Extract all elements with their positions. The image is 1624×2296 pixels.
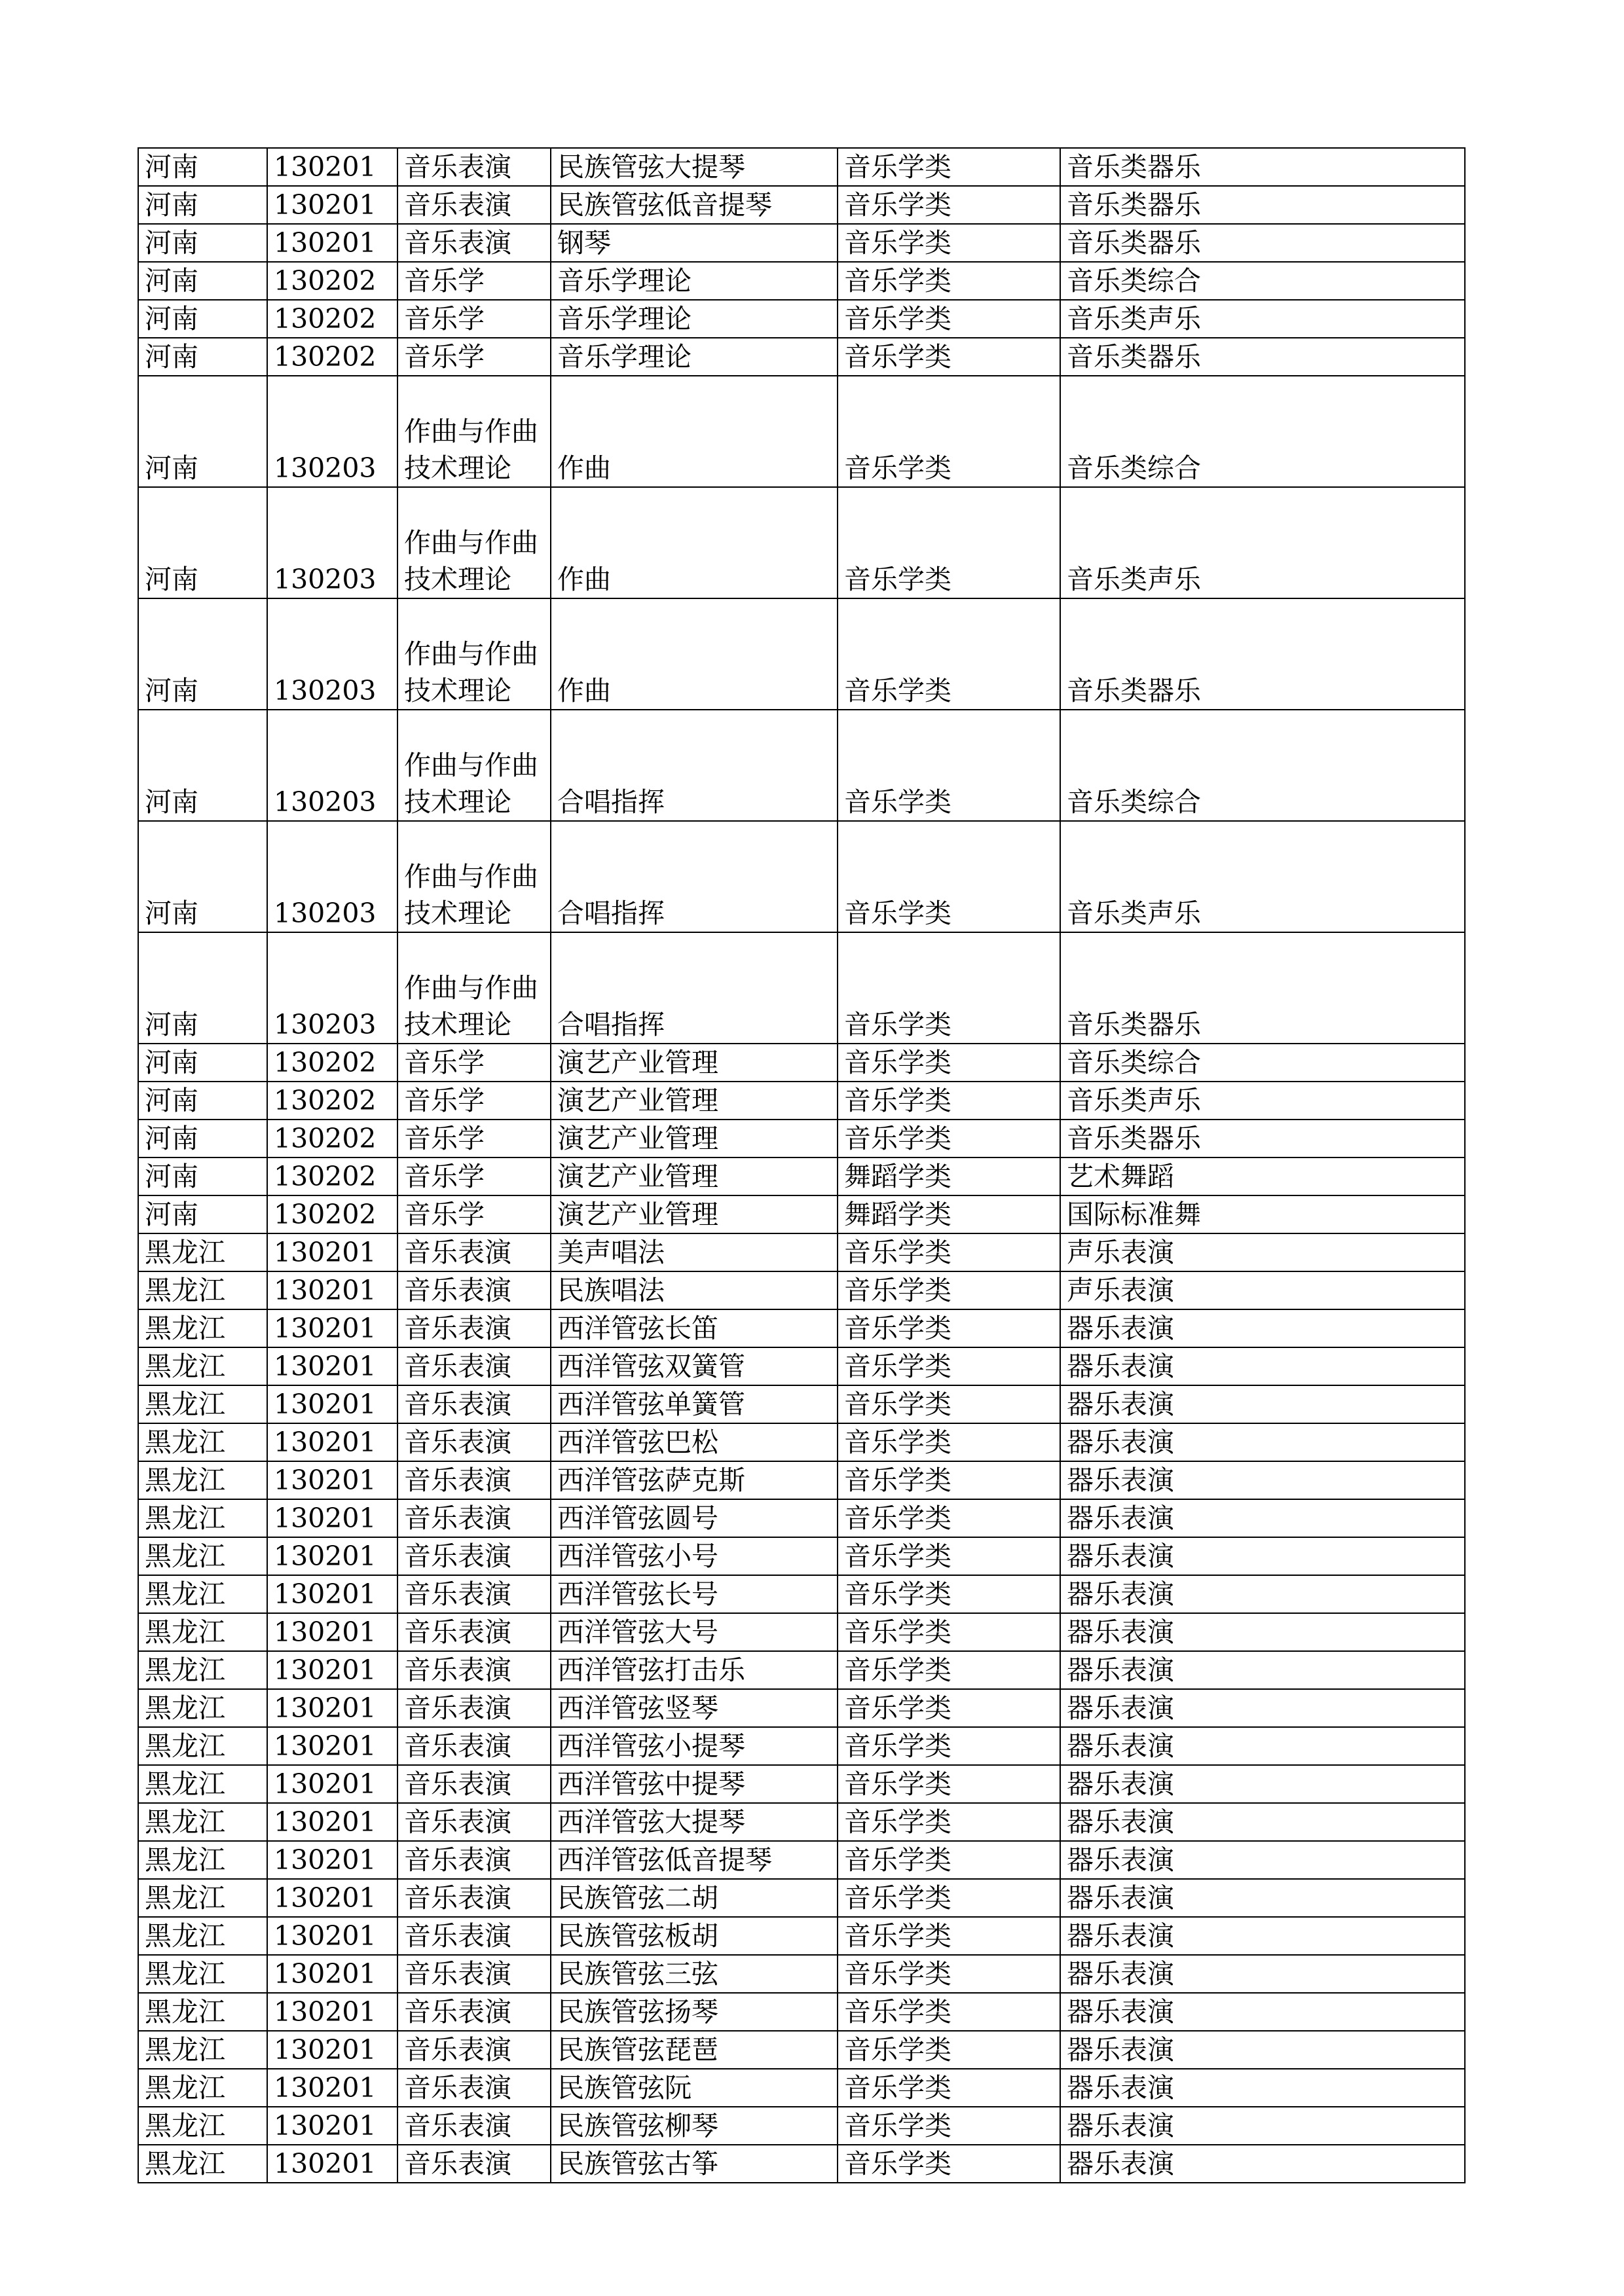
table-row bbox=[138, 1347, 1465, 1385]
category-cell: 音乐学类 bbox=[838, 1233, 1060, 1271]
major-cell: 音乐学 bbox=[397, 1120, 551, 1157]
province-cell: 河南 bbox=[138, 300, 267, 338]
code-cell: 130201 bbox=[267, 1689, 397, 1727]
code-cell: 130203 bbox=[267, 376, 397, 487]
table-row bbox=[138, 1689, 1465, 1727]
province-cell: 黑龙江 bbox=[138, 1993, 267, 2031]
major-cell: 音乐表演 bbox=[397, 148, 551, 186]
direction-cell: 作曲 bbox=[551, 598, 838, 710]
table-row bbox=[138, 1423, 1465, 1461]
direction-cell: 民族管弦大提琴 bbox=[551, 148, 838, 186]
major-cell: 音乐表演 bbox=[397, 1613, 551, 1651]
category-cell: 音乐学类 bbox=[838, 1765, 1060, 1803]
direction-cell: 西洋管弦大号 bbox=[551, 1613, 838, 1651]
table-row bbox=[138, 1841, 1465, 1879]
category-cell: 音乐学类 bbox=[838, 1385, 1060, 1423]
code-cell: 130201 bbox=[267, 1385, 397, 1423]
direction-cell: 合唱指挥 bbox=[551, 932, 838, 1044]
province-cell: 河南 bbox=[138, 1157, 267, 1195]
direction-cell: 钢琴 bbox=[551, 224, 838, 262]
category-cell: 音乐学类 bbox=[838, 1082, 1060, 1120]
major-cell: 音乐表演 bbox=[397, 1841, 551, 1879]
direction-cell: 演艺产业管理 bbox=[551, 1082, 838, 1120]
code-cell: 130201 bbox=[267, 1499, 397, 1537]
category-cell: 音乐学类 bbox=[838, 1347, 1060, 1385]
major-cell: 作曲与作曲技术理论 bbox=[397, 821, 551, 932]
exam-type-cell: 音乐类器乐 bbox=[1060, 148, 1465, 186]
table-row bbox=[138, 2069, 1465, 2107]
category-cell: 音乐学类 bbox=[838, 300, 1060, 338]
major-cell: 音乐学 bbox=[397, 1195, 551, 1233]
category-cell: 音乐学类 bbox=[838, 1841, 1060, 1879]
table-row bbox=[138, 1271, 1465, 1309]
province-cell: 河南 bbox=[138, 487, 267, 598]
code-cell: 130201 bbox=[267, 1993, 397, 2031]
code-cell: 130201 bbox=[267, 1461, 397, 1499]
major-cell: 作曲与作曲技术理论 bbox=[397, 710, 551, 821]
exam-type-cell: 器乐表演 bbox=[1060, 1993, 1465, 2031]
category-cell: 音乐学类 bbox=[838, 1993, 1060, 2031]
province-cell: 河南 bbox=[138, 710, 267, 821]
exam-type-cell: 器乐表演 bbox=[1060, 1803, 1465, 1841]
category-cell: 音乐学类 bbox=[838, 1879, 1060, 1917]
province-cell: 河南 bbox=[138, 1195, 267, 1233]
category-cell: 音乐学类 bbox=[838, 710, 1060, 821]
category-cell: 音乐学类 bbox=[838, 376, 1060, 487]
province-cell: 黑龙江 bbox=[138, 1613, 267, 1651]
province-cell: 河南 bbox=[138, 224, 267, 262]
direction-cell: 民族管弦琵琶 bbox=[551, 2031, 838, 2069]
direction-cell: 民族管弦板胡 bbox=[551, 1917, 838, 1955]
direction-cell: 美声唱法 bbox=[551, 1233, 838, 1271]
table-body bbox=[138, 148, 1465, 2183]
table-row bbox=[138, 710, 1465, 821]
code-cell: 130201 bbox=[267, 1803, 397, 1841]
major-cell: 音乐表演 bbox=[397, 1385, 551, 1423]
exam-type-cell: 器乐表演 bbox=[1060, 1765, 1465, 1803]
code-cell: 130203 bbox=[267, 487, 397, 598]
exam-type-cell: 音乐类器乐 bbox=[1060, 598, 1465, 710]
exam-type-cell: 器乐表演 bbox=[1060, 1689, 1465, 1727]
province-cell: 河南 bbox=[138, 148, 267, 186]
exam-type-cell: 器乐表演 bbox=[1060, 1423, 1465, 1461]
province-cell: 黑龙江 bbox=[138, 1651, 267, 1689]
table-row bbox=[138, 598, 1465, 710]
direction-cell: 音乐学理论 bbox=[551, 262, 838, 300]
code-cell: 130203 bbox=[267, 932, 397, 1044]
code-cell: 130201 bbox=[267, 2145, 397, 2183]
category-cell: 音乐学类 bbox=[838, 2031, 1060, 2069]
category-cell: 音乐学类 bbox=[838, 1803, 1060, 1841]
province-cell: 黑龙江 bbox=[138, 1347, 267, 1385]
code-cell: 130201 bbox=[267, 1575, 397, 1613]
exam-type-cell: 国际标准舞 bbox=[1060, 1195, 1465, 1233]
direction-cell: 西洋管弦低音提琴 bbox=[551, 1841, 838, 1879]
direction-cell: 西洋管弦小提琴 bbox=[551, 1727, 838, 1765]
table-row bbox=[138, 2107, 1465, 2145]
province-cell: 黑龙江 bbox=[138, 1689, 267, 1727]
major-cell: 音乐表演 bbox=[397, 2107, 551, 2145]
code-cell: 130202 bbox=[267, 1082, 397, 1120]
province-cell: 黑龙江 bbox=[138, 2031, 267, 2069]
direction-cell: 民族管弦阮 bbox=[551, 2069, 838, 2107]
code-cell: 130201 bbox=[267, 2031, 397, 2069]
province-cell: 河南 bbox=[138, 1082, 267, 1120]
major-cell: 作曲与作曲技术理论 bbox=[397, 932, 551, 1044]
major-cell: 音乐学 bbox=[397, 300, 551, 338]
code-cell: 130202 bbox=[267, 1157, 397, 1195]
code-cell: 130203 bbox=[267, 821, 397, 932]
table-row bbox=[138, 1765, 1465, 1803]
major-cell: 音乐表演 bbox=[397, 1727, 551, 1765]
exam-type-cell: 器乐表演 bbox=[1060, 1385, 1465, 1423]
table-row bbox=[138, 148, 1465, 186]
exam-type-cell: 器乐表演 bbox=[1060, 1461, 1465, 1499]
direction-cell: 西洋管弦圆号 bbox=[551, 1499, 838, 1537]
table-row bbox=[138, 1803, 1465, 1841]
table-row bbox=[138, 376, 1465, 487]
major-cell: 音乐表演 bbox=[397, 2069, 551, 2107]
exam-type-cell: 音乐类器乐 bbox=[1060, 1120, 1465, 1157]
exam-type-cell: 器乐表演 bbox=[1060, 2069, 1465, 2107]
table-row bbox=[138, 1385, 1465, 1423]
table-row bbox=[138, 932, 1465, 1044]
table-row bbox=[138, 1727, 1465, 1765]
table-row bbox=[138, 262, 1465, 300]
province-cell: 黑龙江 bbox=[138, 1461, 267, 1499]
code-cell: 130201 bbox=[267, 1271, 397, 1309]
category-cell: 音乐学类 bbox=[838, 1613, 1060, 1651]
exam-type-cell: 音乐类综合 bbox=[1060, 262, 1465, 300]
province-cell: 河南 bbox=[138, 1044, 267, 1082]
data-table bbox=[138, 147, 1466, 2183]
table-row bbox=[138, 1917, 1465, 1955]
table-row bbox=[138, 1575, 1465, 1613]
province-cell: 黑龙江 bbox=[138, 1727, 267, 1765]
code-cell: 130202 bbox=[267, 262, 397, 300]
code-cell: 130201 bbox=[267, 1765, 397, 1803]
table-row bbox=[138, 300, 1465, 338]
table-row bbox=[138, 1195, 1465, 1233]
code-cell: 130202 bbox=[267, 1120, 397, 1157]
code-cell: 130201 bbox=[267, 1423, 397, 1461]
major-cell: 音乐学 bbox=[397, 262, 551, 300]
exam-type-cell: 音乐类器乐 bbox=[1060, 186, 1465, 224]
province-cell: 河南 bbox=[138, 338, 267, 376]
major-cell: 音乐学 bbox=[397, 1082, 551, 1120]
code-cell: 130201 bbox=[267, 148, 397, 186]
province-cell: 黑龙江 bbox=[138, 1879, 267, 1917]
direction-cell: 西洋管弦大提琴 bbox=[551, 1803, 838, 1841]
direction-cell: 西洋管弦萨克斯 bbox=[551, 1461, 838, 1499]
code-cell: 130201 bbox=[267, 1841, 397, 1879]
direction-cell: 西洋管弦竖琴 bbox=[551, 1689, 838, 1727]
category-cell: 音乐学类 bbox=[838, 1727, 1060, 1765]
category-cell: 音乐学类 bbox=[838, 1575, 1060, 1613]
table-row bbox=[138, 1309, 1465, 1347]
category-cell: 音乐学类 bbox=[838, 1689, 1060, 1727]
province-cell: 河南 bbox=[138, 1120, 267, 1157]
exam-type-cell: 器乐表演 bbox=[1060, 1917, 1465, 1955]
province-cell: 河南 bbox=[138, 186, 267, 224]
exam-type-cell: 音乐类声乐 bbox=[1060, 821, 1465, 932]
major-cell: 音乐表演 bbox=[397, 1309, 551, 1347]
exam-type-cell: 声乐表演 bbox=[1060, 1271, 1465, 1309]
exam-type-cell: 器乐表演 bbox=[1060, 1537, 1465, 1575]
code-cell: 130202 bbox=[267, 300, 397, 338]
exam-type-cell: 声乐表演 bbox=[1060, 1233, 1465, 1271]
major-cell: 音乐表演 bbox=[397, 1803, 551, 1841]
category-cell: 音乐学类 bbox=[838, 1423, 1060, 1461]
direction-cell: 民族管弦二胡 bbox=[551, 1879, 838, 1917]
code-cell: 130202 bbox=[267, 338, 397, 376]
major-cell: 音乐表演 bbox=[397, 1917, 551, 1955]
province-cell: 河南 bbox=[138, 821, 267, 932]
table-row bbox=[138, 186, 1465, 224]
category-cell: 音乐学类 bbox=[838, 1271, 1060, 1309]
direction-cell: 西洋管弦双簧管 bbox=[551, 1347, 838, 1385]
category-cell: 音乐学类 bbox=[838, 1120, 1060, 1157]
category-cell: 音乐学类 bbox=[838, 2069, 1060, 2107]
major-cell: 音乐表演 bbox=[397, 1765, 551, 1803]
exam-type-cell: 器乐表演 bbox=[1060, 1347, 1465, 1385]
province-cell: 黑龙江 bbox=[138, 2107, 267, 2145]
code-cell: 130201 bbox=[267, 1879, 397, 1917]
province-cell: 黑龙江 bbox=[138, 1917, 267, 1955]
code-cell: 130201 bbox=[267, 224, 397, 262]
category-cell: 舞蹈学类 bbox=[838, 1195, 1060, 1233]
category-cell: 音乐学类 bbox=[838, 148, 1060, 186]
direction-cell: 民族管弦古筝 bbox=[551, 2145, 838, 2183]
exam-type-cell: 器乐表演 bbox=[1060, 2031, 1465, 2069]
category-cell: 音乐学类 bbox=[838, 598, 1060, 710]
province-cell: 黑龙江 bbox=[138, 1385, 267, 1423]
major-cell: 音乐表演 bbox=[397, 1689, 551, 1727]
table-row bbox=[138, 1120, 1465, 1157]
major-cell: 音乐表演 bbox=[397, 1347, 551, 1385]
category-cell: 音乐学类 bbox=[838, 1651, 1060, 1689]
code-cell: 130201 bbox=[267, 1613, 397, 1651]
direction-cell: 作曲 bbox=[551, 376, 838, 487]
table-row bbox=[138, 821, 1465, 932]
table-row bbox=[138, 1082, 1465, 1120]
exam-type-cell: 器乐表演 bbox=[1060, 1309, 1465, 1347]
table-row bbox=[138, 487, 1465, 598]
direction-cell: 西洋管弦单簧管 bbox=[551, 1385, 838, 1423]
table-row bbox=[138, 1044, 1465, 1082]
table-row bbox=[138, 1499, 1465, 1537]
category-cell: 音乐学类 bbox=[838, 1955, 1060, 1993]
major-cell: 音乐表演 bbox=[397, 1537, 551, 1575]
exam-type-cell: 器乐表演 bbox=[1060, 2145, 1465, 2183]
province-cell: 黑龙江 bbox=[138, 1955, 267, 1993]
table-row bbox=[138, 2145, 1465, 2183]
major-cell: 作曲与作曲技术理论 bbox=[397, 598, 551, 710]
table-row bbox=[138, 1955, 1465, 1993]
code-cell: 130201 bbox=[267, 1917, 397, 1955]
category-cell: 音乐学类 bbox=[838, 1309, 1060, 1347]
exam-type-cell: 音乐类器乐 bbox=[1060, 932, 1465, 1044]
major-cell: 音乐表演 bbox=[397, 1993, 551, 2031]
exam-type-cell: 器乐表演 bbox=[1060, 2107, 1465, 2145]
category-cell: 舞蹈学类 bbox=[838, 1157, 1060, 1195]
major-cell: 音乐表演 bbox=[397, 1233, 551, 1271]
direction-cell: 演艺产业管理 bbox=[551, 1044, 838, 1082]
major-cell: 音乐表演 bbox=[397, 1499, 551, 1537]
exam-type-cell: 音乐类器乐 bbox=[1060, 338, 1465, 376]
table-row bbox=[138, 1613, 1465, 1651]
major-cell: 音乐表演 bbox=[397, 1955, 551, 1993]
code-cell: 130201 bbox=[267, 186, 397, 224]
category-cell: 音乐学类 bbox=[838, 821, 1060, 932]
direction-cell: 西洋管弦中提琴 bbox=[551, 1765, 838, 1803]
major-cell: 音乐学 bbox=[397, 338, 551, 376]
direction-cell: 西洋管弦长笛 bbox=[551, 1309, 838, 1347]
direction-cell: 合唱指挥 bbox=[551, 821, 838, 932]
province-cell: 河南 bbox=[138, 376, 267, 487]
exam-type-cell: 音乐类声乐 bbox=[1060, 1082, 1465, 1120]
exam-type-cell: 器乐表演 bbox=[1060, 1613, 1465, 1651]
code-cell: 130203 bbox=[267, 598, 397, 710]
major-cell: 音乐学 bbox=[397, 1044, 551, 1082]
exam-type-cell: 器乐表演 bbox=[1060, 1841, 1465, 1879]
table-row bbox=[138, 1993, 1465, 2031]
category-cell: 音乐学类 bbox=[838, 932, 1060, 1044]
direction-cell: 演艺产业管理 bbox=[551, 1195, 838, 1233]
code-cell: 130201 bbox=[267, 1727, 397, 1765]
table-row bbox=[138, 1157, 1465, 1195]
table-row bbox=[138, 1651, 1465, 1689]
table-row bbox=[138, 1537, 1465, 1575]
exam-type-cell: 音乐类声乐 bbox=[1060, 300, 1465, 338]
code-cell: 130201 bbox=[267, 1651, 397, 1689]
code-cell: 130202 bbox=[267, 1044, 397, 1082]
code-cell: 130201 bbox=[267, 1347, 397, 1385]
direction-cell: 合唱指挥 bbox=[551, 710, 838, 821]
major-cell: 音乐表演 bbox=[397, 1461, 551, 1499]
direction-cell: 音乐学理论 bbox=[551, 300, 838, 338]
code-cell: 130201 bbox=[267, 1233, 397, 1271]
exam-type-cell: 音乐类综合 bbox=[1060, 1044, 1465, 1082]
exam-type-cell: 音乐类综合 bbox=[1060, 376, 1465, 487]
code-cell: 130201 bbox=[267, 1309, 397, 1347]
province-cell: 黑龙江 bbox=[138, 1309, 267, 1347]
province-cell: 黑龙江 bbox=[138, 1841, 267, 1879]
exam-type-cell: 音乐类声乐 bbox=[1060, 487, 1465, 598]
direction-cell: 西洋管弦长号 bbox=[551, 1575, 838, 1613]
category-cell: 音乐学类 bbox=[838, 186, 1060, 224]
major-cell: 音乐表演 bbox=[397, 2145, 551, 2183]
province-cell: 黑龙江 bbox=[138, 1803, 267, 1841]
category-cell: 音乐学类 bbox=[838, 2107, 1060, 2145]
exam-type-cell: 音乐类器乐 bbox=[1060, 224, 1465, 262]
direction-cell: 民族管弦柳琴 bbox=[551, 2107, 838, 2145]
category-cell: 音乐学类 bbox=[838, 1499, 1060, 1537]
direction-cell: 民族管弦三弦 bbox=[551, 1955, 838, 1993]
exam-type-cell: 器乐表演 bbox=[1060, 1499, 1465, 1537]
category-cell: 音乐学类 bbox=[838, 1044, 1060, 1082]
direction-cell: 演艺产业管理 bbox=[551, 1157, 838, 1195]
category-cell: 音乐学类 bbox=[838, 2145, 1060, 2183]
direction-cell: 音乐学理论 bbox=[551, 338, 838, 376]
province-cell: 黑龙江 bbox=[138, 1233, 267, 1271]
code-cell: 130202 bbox=[267, 1195, 397, 1233]
major-cell: 音乐表演 bbox=[397, 1879, 551, 1917]
province-cell: 河南 bbox=[138, 932, 267, 1044]
category-cell: 音乐学类 bbox=[838, 1537, 1060, 1575]
code-cell: 130201 bbox=[267, 1955, 397, 1993]
table-row bbox=[138, 2031, 1465, 2069]
major-cell: 音乐表演 bbox=[397, 1271, 551, 1309]
exam-type-cell: 器乐表演 bbox=[1060, 1651, 1465, 1689]
major-cell: 作曲与作曲技术理论 bbox=[397, 487, 551, 598]
major-cell: 音乐表演 bbox=[397, 186, 551, 224]
table-row bbox=[138, 1879, 1465, 1917]
province-cell: 河南 bbox=[138, 262, 267, 300]
province-cell: 黑龙江 bbox=[138, 2145, 267, 2183]
exam-type-cell: 音乐类综合 bbox=[1060, 710, 1465, 821]
province-cell: 黑龙江 bbox=[138, 1765, 267, 1803]
province-cell: 黑龙江 bbox=[138, 1499, 267, 1537]
major-cell: 音乐表演 bbox=[397, 224, 551, 262]
province-cell: 黑龙江 bbox=[138, 1271, 267, 1309]
exam-type-cell: 器乐表演 bbox=[1060, 1879, 1465, 1917]
category-cell: 音乐学类 bbox=[838, 224, 1060, 262]
major-cell: 作曲与作曲技术理论 bbox=[397, 376, 551, 487]
exam-type-cell: 艺术舞蹈 bbox=[1060, 1157, 1465, 1195]
direction-cell: 民族管弦扬琴 bbox=[551, 1993, 838, 2031]
code-cell: 130201 bbox=[267, 2107, 397, 2145]
code-cell: 130201 bbox=[267, 2069, 397, 2107]
major-cell: 音乐学 bbox=[397, 1157, 551, 1195]
major-cell: 音乐表演 bbox=[397, 1423, 551, 1461]
direction-cell: 西洋管弦巴松 bbox=[551, 1423, 838, 1461]
province-cell: 黑龙江 bbox=[138, 2069, 267, 2107]
province-cell: 黑龙江 bbox=[138, 1423, 267, 1461]
code-cell: 130203 bbox=[267, 710, 397, 821]
major-cell: 音乐表演 bbox=[397, 1575, 551, 1613]
major-cell: 音乐表演 bbox=[397, 2031, 551, 2069]
exam-type-cell: 器乐表演 bbox=[1060, 1955, 1465, 1993]
code-cell: 130201 bbox=[267, 1537, 397, 1575]
province-cell: 黑龙江 bbox=[138, 1575, 267, 1613]
exam-type-cell: 器乐表演 bbox=[1060, 1727, 1465, 1765]
category-cell: 音乐学类 bbox=[838, 1917, 1060, 1955]
table-row bbox=[138, 1233, 1465, 1271]
direction-cell: 西洋管弦打击乐 bbox=[551, 1651, 838, 1689]
province-cell: 黑龙江 bbox=[138, 1537, 267, 1575]
direction-cell: 民族管弦低音提琴 bbox=[551, 186, 838, 224]
table-row bbox=[138, 338, 1465, 376]
category-cell: 音乐学类 bbox=[838, 1461, 1060, 1499]
table-row bbox=[138, 224, 1465, 262]
direction-cell: 演艺产业管理 bbox=[551, 1120, 838, 1157]
direction-cell: 西洋管弦小号 bbox=[551, 1537, 838, 1575]
direction-cell: 作曲 bbox=[551, 487, 838, 598]
category-cell: 音乐学类 bbox=[838, 487, 1060, 598]
direction-cell: 民族唱法 bbox=[551, 1271, 838, 1309]
category-cell: 音乐学类 bbox=[838, 262, 1060, 300]
major-cell: 音乐表演 bbox=[397, 1651, 551, 1689]
category-cell: 音乐学类 bbox=[838, 338, 1060, 376]
exam-type-cell: 器乐表演 bbox=[1060, 1575, 1465, 1613]
table-row bbox=[138, 1461, 1465, 1499]
province-cell: 河南 bbox=[138, 598, 267, 710]
